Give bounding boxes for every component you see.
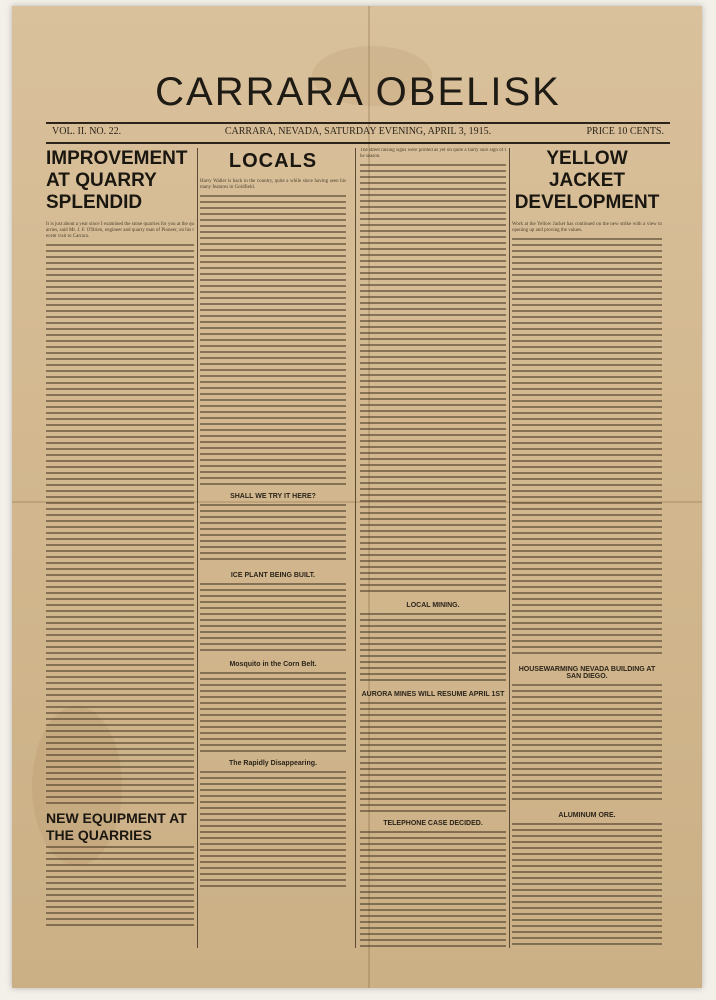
article-body-text	[512, 684, 662, 804]
article-lead: Work at the Yellow Jacket has continued on the new strike with a view to opening up and proving the values.	[512, 222, 662, 233]
subhead-aluminum-ore: ALUMINUM ORE.	[558, 812, 616, 819]
article-lead: Harry Waller is back in the country, quite a while since having seen his many features in Goldfield.	[200, 179, 346, 190]
article-body-text	[200, 583, 346, 653]
article-body-text	[200, 771, 346, 891]
headline-new-equipment: NEW EQUIPMENT AT THE QUARRIES	[46, 810, 187, 843]
article-body-text	[360, 831, 506, 948]
place-and-date: CARRARA, NEVADA, SATURDAY EVENING, APRIL 3, 1915.	[224, 126, 492, 137]
article-body-text	[360, 702, 506, 812]
volume-number: VOL. II. NO. 22.	[52, 126, 122, 137]
headline-quarry: IMPROVEMENT AT QUARRY SPLENDID	[46, 148, 188, 213]
column-rule	[355, 148, 356, 948]
column-3	[360, 148, 506, 948]
subhead-local-mining: LOCAL MINING.	[406, 602, 460, 609]
article-body-text	[512, 823, 662, 948]
column-rule	[197, 148, 198, 948]
column-1	[46, 148, 194, 948]
dateline-bar	[46, 122, 670, 144]
article-body-text	[512, 238, 662, 658]
article-lead: The street raising signs were printed as yet on quite a fairly sure sign of the season.	[360, 148, 506, 159]
article-body-text	[46, 846, 194, 926]
subhead-aurora-mines: AURORA MINES WILL RESUME APRIL 1ST	[361, 691, 505, 698]
article-body-text	[200, 672, 346, 752]
subhead-mosquito: Mosquito in the Corn Belt.	[229, 661, 317, 668]
subhead-ice-plant: ICE PLANT BEING BUILT.	[230, 572, 316, 579]
headline-locals: LOCALS	[228, 150, 318, 172]
article-body-text	[200, 504, 346, 564]
article-body-text	[360, 613, 506, 683]
subhead-try-it-here: SHALL WE TRY IT HERE?	[230, 493, 316, 500]
article-body-text	[360, 164, 506, 594]
subhead-telephone-case: TELEPHONE CASE DECIDED.	[383, 820, 483, 827]
price: PRICE 10 CENTS.	[586, 126, 664, 137]
subhead-disappearing: The Rapidly Disappearing.	[229, 760, 317, 767]
article-body-text	[200, 195, 346, 485]
subhead-housewarming: HOUSEWARMING NEVADA BUILDING AT SAN DIEGO.	[518, 666, 656, 680]
column-rule	[509, 148, 510, 948]
column-2	[200, 148, 346, 948]
headline-yellow-jacket: YELLOW JACKET DEVELOPMENT	[514, 148, 660, 213]
masthead-title: CARRARA OBELISK	[155, 70, 561, 114]
column-4	[512, 148, 662, 948]
article-body-text	[46, 244, 194, 804]
article-lead: It is just about a year since I examined the stone quarries for you at the quarries, said Mr. J. F. O'Brien, engineer and quarry man of Pioneer, on his recent visit to Carrara.	[46, 222, 194, 239]
